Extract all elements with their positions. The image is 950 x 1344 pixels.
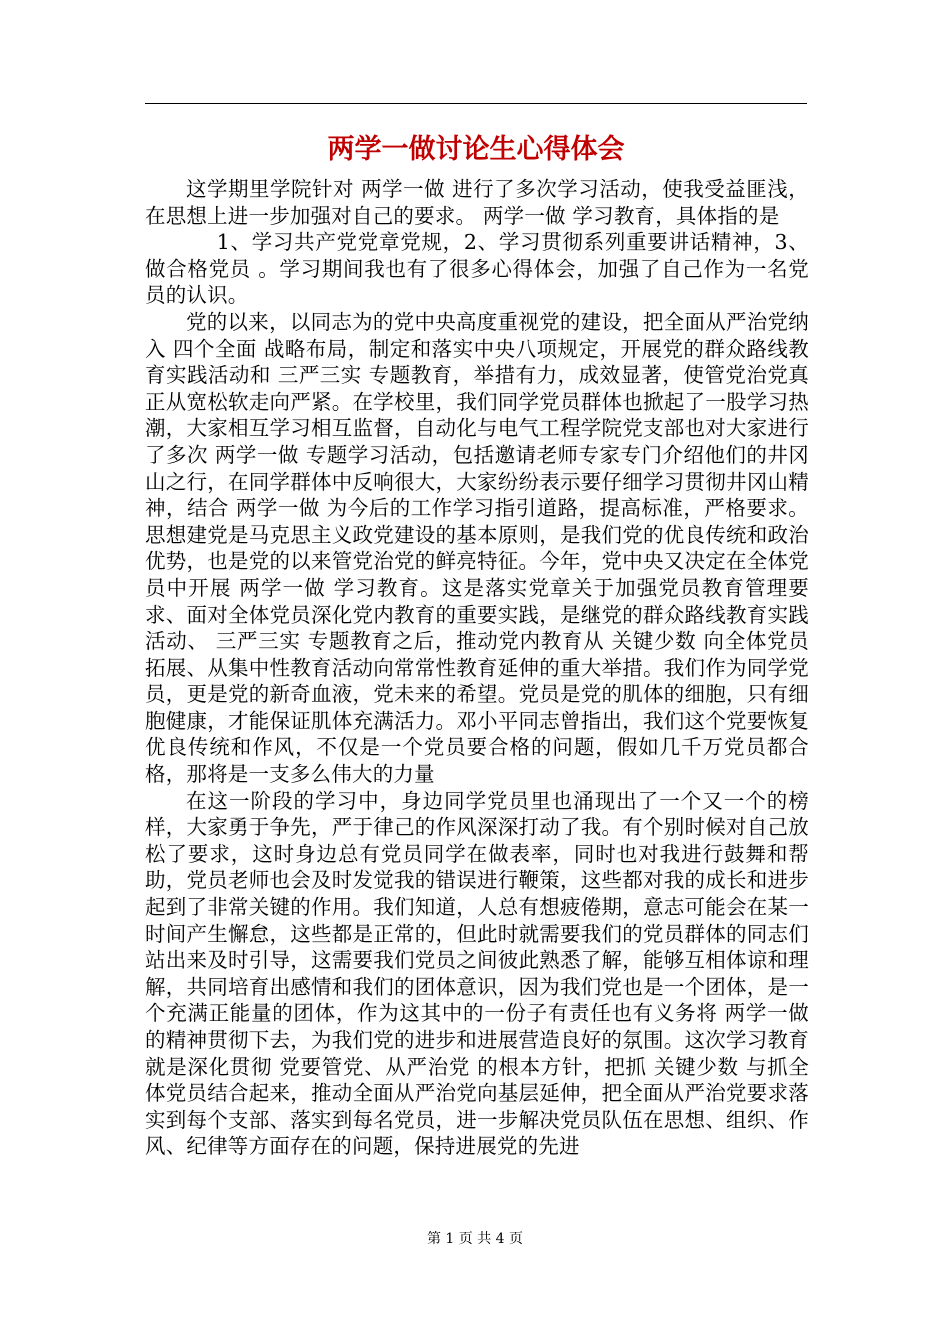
document-body — [145, 176, 809, 1160]
paragraph-party-building: 党的以来，以同志为的党中央高度重视党的建设，把全面从严治党纳入 四个全面 战略布局，制定和落实中央八项规定，开展党的群众路线教育实践活动和 三严三实 专题教育，举措有力，成效显著，使管党治党真正从宽松软走向严紧。在学校里，我们同学党员群体也掀起了一股学习热潮，大家相互学习相互监督，自动化与电气工程学院党支部也对大家进行了多次 两学一做 专题学习活动，包括邀请老师专家专门介绍他们的井冈山之行，在同学群体中反响很大，大家纷纷表示要仔细学习贯彻井冈山精神，结合 两学一做 为今后的工作学习指引道路，提高标准，严格要求。思想建党是马克思主义政党建设的基本原则，是我们党的优良传统和政治优势，也是党的以来管党治党的鲜亮特征。今年，党中央又决定在全体党员中开展 两学一做 学习教育。这是落实党章关于加强党员教育管理要求、面对全体党员深化党内教育的重要实践，是继党的群众路线教育实践活动、 三严三实 专题教育之后，推动党内教育从 关键少数 向全体党员拓展、从集中性教育活动向常常性教育延伸的重大举措。我们作为同学党员，更是党的新奇血液，党未来的希望。党员是党的肌体的细胞，只有细胞健康，才能保证肌体充满活力。邓小平同志曾指出，我们这个党要恢复优良传统和作风，不仅是一个党员要合格的问题，假如几千万党员都合格，那将是一支多么伟大的力量 — [145, 309, 809, 787]
paragraph-intro: 这学期里学院针对 两学一做 进行了多次学习活动，使我受益匪浅，在思想上进一步加强对自己的要求。 两学一做 学习教育，具体指的是 — [145, 177, 809, 228]
document-title: 两学一做讨论生心得体会 — [327, 134, 625, 165]
paragraph-learning-stage: 在这一阶段的学习中，身边同学党员里也涌现出了一个又一个的榜样，大家勇于争先，严于律己的作风深深打动了我。有个别时候对自己放松了要求，这时身边总有党员同学在做表率，同时也对我进行鼓舞和帮助，党员老师也会及时发觉我的错误进行鞭策，这些都对我的成长和进步起到了非常关键的作用。我们知道，人总有想疲倦期，意志可能会在某一时间产生懈怠，这些都是正常的，但此时就需要我们的党员群体的同志们站出来及时引导，这需要我们党员之间彼此熟悉了解，能够互相体谅和理解，共同培育出感情和我们的团体意识，因为我们党也是一个团体，是一个充满正能量的团体，作为这其中的一份子有责任也有义务将 两学一做 的精神贯彻下去，为我们党的进步和进展营造良好的氛围。这次学习教育就是深化贯彻 党要管党、从严治党 的根本方针，把抓 关键少数 与抓全体党员结合起来，推动全面从严治党向基层延伸，把全面从严治党要求落实到每个支部、落实到每名党员，进一步解决党员队伍在思想、组织、作风、纪律等方面存在的问题，保持进展党的先进 — [145, 788, 809, 1159]
header-rule — [145, 103, 807, 104]
page-number: 第 1 页 共 4 页 — [426, 1231, 524, 1247]
paragraph-list: 1、学习共产党党章党规，2、学习贯彻系列重要讲话精神，3、做合格党员 。学习期间我也有了很多心得体会，加强了自己作为一名党员的认识。 — [145, 230, 809, 308]
